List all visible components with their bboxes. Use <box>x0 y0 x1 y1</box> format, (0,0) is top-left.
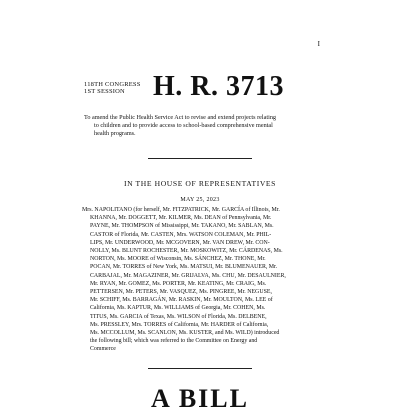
sponsor-line: Ms. MCCOLLUM, Ms. SCANLON, Ms. KUSTER, and Ms. WILD) introduced <box>90 330 280 337</box>
bill-number: H. R. 3713 <box>153 71 284 102</box>
purpose-line: health programs. <box>94 130 136 138</box>
bill-purpose <box>84 114 320 139</box>
purpose-line: to children and to provide access to school-based comprehensive mental <box>94 122 273 130</box>
bill-title-heading: A BILL <box>151 384 249 413</box>
sponsor-line: CARBAJAL, Mr. MAGAZINER, Mr. GRIJALVA, Ms. CHU, Mr. DESAULNIER, <box>90 272 286 279</box>
sponsor-line: the following bill; which was referred to the Committee on Energy and <box>90 338 258 345</box>
sponsor-line: CASTOR of Florida, Mr. CASTEN, Mrs. WATSON COLEMAN, Mr. PHIL- <box>90 231 272 238</box>
sponsor-line: Commerce <box>90 346 116 353</box>
sponsor-line: PETTERSEN, Mr. PETERS, Mr. VASQUEZ, Ms. PINGREE, Mr. NEGUSE, <box>90 289 272 296</box>
divider-rule <box>148 368 252 369</box>
sponsor-line: NOLLY, Ms. BLUNT ROCHESTER, Mr. MOSKOWITZ, Mr. CÁRDENAS, Ms. <box>90 248 283 255</box>
sponsor-line: Mr. RYAN, Mr. GOMEZ, Ms. PORTER, Mr. KEATING, Mr. CRAIG, Ms. <box>90 280 267 287</box>
divider-rule <box>148 158 252 159</box>
sponsor-line: Mrs. NAPOLITANO (for herself, Mr. FITZPATRICK, Mr. GARCÍA of Illinois, Mr. <box>82 207 280 213</box>
sponsor-line: TITUS, Ms. GARCIA of Texas, Ms. WILSON of Florida, Ms. DELBENE, <box>90 313 267 320</box>
sponsor-line: NORTON, Ms. MOORE of Wisconsin, Ms. SÁNCHEZ, Mr. THONE, Mr. <box>90 256 266 263</box>
sponsor-line: California, Ms. KAPTUR, Ms. WILLIAMS of Georgia, Mr. COHEN, Ms. <box>90 305 266 312</box>
congress-label: 118TH CONGRESS <box>84 81 141 88</box>
page-number: I <box>317 40 320 48</box>
sponsor-line: LIPS, Mr. UNDERWOOD, Mr. MCGOVERN, Mr. VAN DREW, Mr. CON- <box>90 239 270 246</box>
sponsor-line: Mr. SCHIFF, Ms. BARRAGÁN, Mr. RASKIN, Mr. MOULTON, Ms. LEE of <box>90 297 273 304</box>
sponsors-paragraph <box>82 206 318 354</box>
congress-session-block <box>84 82 141 95</box>
sponsor-line: PAYNE, Mr. THOMPSON of Mississippi, Mr. TAKANO, Mr. SABLAN, Ms. <box>90 223 274 230</box>
sponsor-line: POCAN, Mr. TORRES of New York, Ms. MATSUI, Mr. BLUMENAUER, Mr. <box>90 264 278 271</box>
sponsor-line: Ms. PRESSLEY, Mrs. TORRES of California, Mr. HARDER of California, <box>90 321 269 328</box>
introduction-date: MAY 25, 2023 <box>180 197 220 203</box>
session-label: 1ST SESSION <box>84 87 125 95</box>
house-heading: IN THE HOUSE OF REPRESENTATIVES <box>123 179 276 188</box>
purpose-line: To amend the Public Health Service Act to revise and extend projects relating <box>84 114 277 121</box>
sponsor-line: KHANNA, Mr. DOGGETT, Mr. KILMER, Ms. DEAN of Pennsylvania, Mr. <box>90 215 272 222</box>
